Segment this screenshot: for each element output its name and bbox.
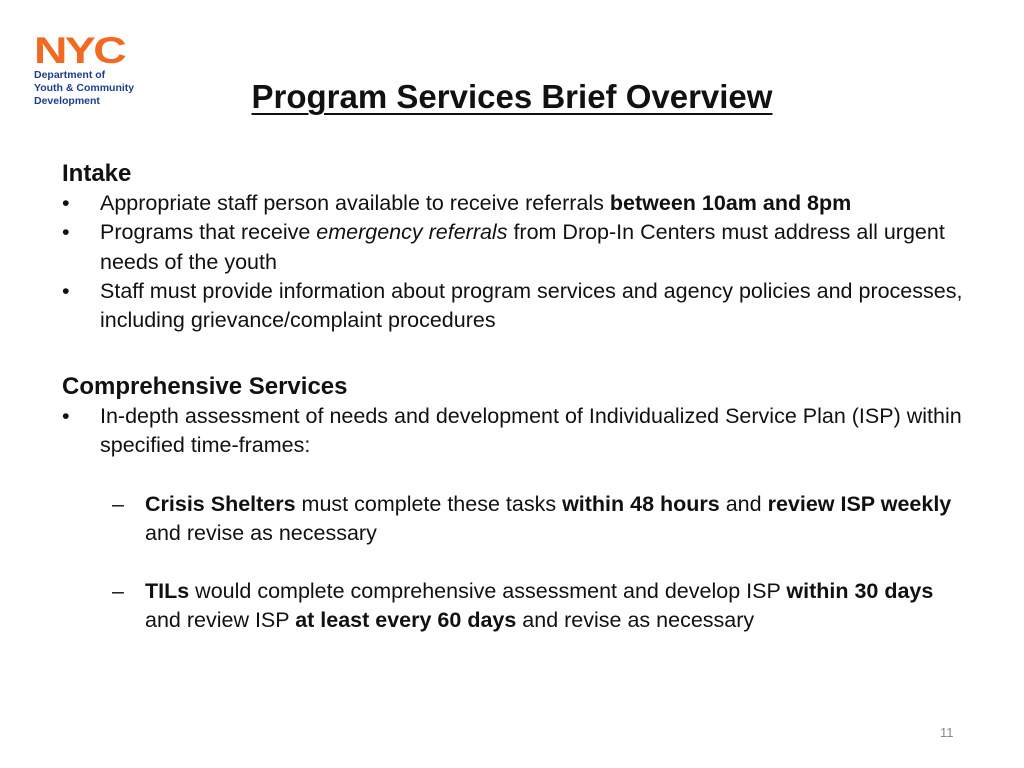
bullet-text: from Drop-In Centers must address all urgent needs of the youth [100, 220, 945, 274]
logo-text-line-3: Development [34, 95, 100, 107]
bullet-icon: • [62, 404, 70, 428]
bullet-text: In-depth assessment of needs and development of Individualized Service Plan (ISP) within specified time-frames: [100, 404, 962, 458]
subitem-bold-text: within 48 hours [562, 491, 720, 516]
comprehensive-subitem-tils [62, 577, 972, 636]
intake-heading: Intake [62, 160, 132, 187]
dash-icon: – [112, 579, 124, 604]
comprehensive-bullet-1 [62, 402, 972, 461]
intake-bullet-2 [62, 218, 972, 277]
subitem-text: and revise as necessary [516, 608, 755, 633]
subitem-bold-text: TILs [145, 579, 190, 604]
bullet-bold-text: between 10am and 8pm [609, 191, 852, 215]
comprehensive-heading: Comprehensive Services [62, 373, 348, 400]
subitem-bold-text: within 30 days [786, 579, 934, 604]
subitem-text: would complete comprehensive assessment and develop ISP [189, 579, 787, 604]
nyc-logo-mark: NYC [34, 30, 125, 71]
intake-bullet-3 [62, 277, 972, 336]
subitem-text: and review ISP [145, 608, 296, 633]
bullet-icon: • [62, 220, 70, 245]
intake-section [62, 159, 972, 335]
page-number: 11 [940, 725, 954, 740]
subitem-text: and revise as necessary [145, 520, 377, 545]
bullet-icon: • [62, 278, 70, 303]
subitem-bold-text: at least every 60 days [295, 608, 517, 633]
subitem-text: and [719, 491, 768, 516]
bullet-italic-text: emergency referrals [316, 220, 508, 245]
subitem-bold-text: Crisis Shelters [145, 491, 296, 516]
logo-text-line-2: Youth & Community [34, 82, 135, 94]
bullet-icon: • [62, 191, 70, 215]
bullet-text: Programs that receive [100, 220, 317, 245]
dash-icon: – [112, 491, 124, 516]
slide-title: Program Services Brief Overview [251, 78, 773, 115]
comprehensive-subitem-crisis-shelters [62, 490, 972, 549]
slide-title-wrapper [0, 75, 1024, 119]
intake-bullet-1 [62, 189, 972, 218]
subitem-bold-text: review ISP weekly [767, 491, 952, 516]
bullet-text: Appropriate staff person available to receive referrals [100, 191, 610, 215]
logo-text-line-1: Department of [34, 69, 106, 81]
bullet-text: Staff must provide information about program services and agency policies and processes, including grievance/complaint procedures [100, 278, 963, 333]
comprehensive-section [62, 372, 972, 636]
subitem-text: must complete these tasks [295, 491, 563, 516]
